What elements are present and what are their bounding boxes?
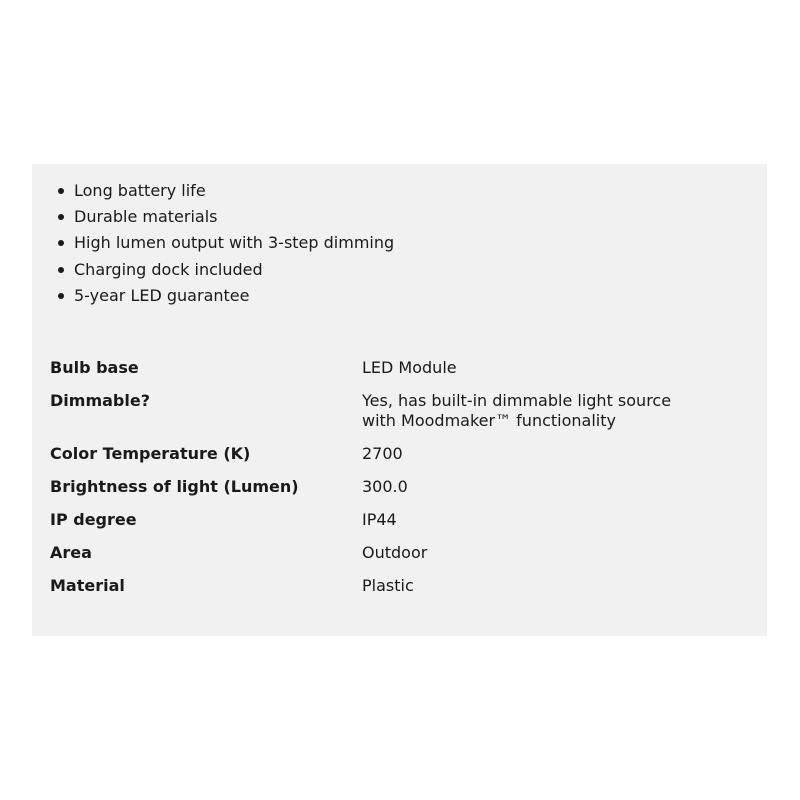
spec-row [50,541,750,574]
feature-text: Durable materials [74,207,218,227]
spec-label: IP degree [50,510,137,529]
feature-list [58,178,678,309]
bullet-icon [58,214,64,220]
spec-value: Yes, has built-in dimmable light source with Moodmaker™ functionality [362,391,672,430]
spec-value: Plastic [362,576,414,595]
feature-item [58,257,678,283]
bullet-icon [58,267,64,273]
spec-row [50,574,750,607]
spec-label: Bulb base [50,358,139,377]
feature-item [58,230,678,256]
spec-value: Outdoor [362,543,428,562]
spec-value: 300.0 [362,477,408,496]
spec-value: IP44 [362,510,397,529]
feature-text: Long battery life [74,181,206,200]
spec-value: 2700 [362,444,403,463]
spec-label: Dimmable? [50,391,150,410]
bullet-icon [58,293,64,299]
spec-label: Material [50,576,125,595]
spec-row [50,389,750,442]
feature-text: Charging dock included [74,259,263,279]
feature-item [58,283,678,309]
feature-item [58,178,678,204]
spec-row [50,442,750,475]
spec-row [50,356,750,389]
spec-label: Brightness of light (Lumen) [50,477,299,496]
spec-row [50,475,750,508]
feature-item [58,204,678,230]
bullet-icon [58,188,64,194]
spec-label: Area [50,543,92,562]
feature-text: 5-year LED guarantee [74,285,250,305]
feature-text: High lumen output with 3-step dimming [74,233,395,253]
spec-value: LED Module [362,358,457,377]
bullet-icon [58,240,64,246]
spec-row [50,508,750,541]
spec-table [50,356,750,607]
spec-label: Color Temperature (K) [50,444,251,463]
